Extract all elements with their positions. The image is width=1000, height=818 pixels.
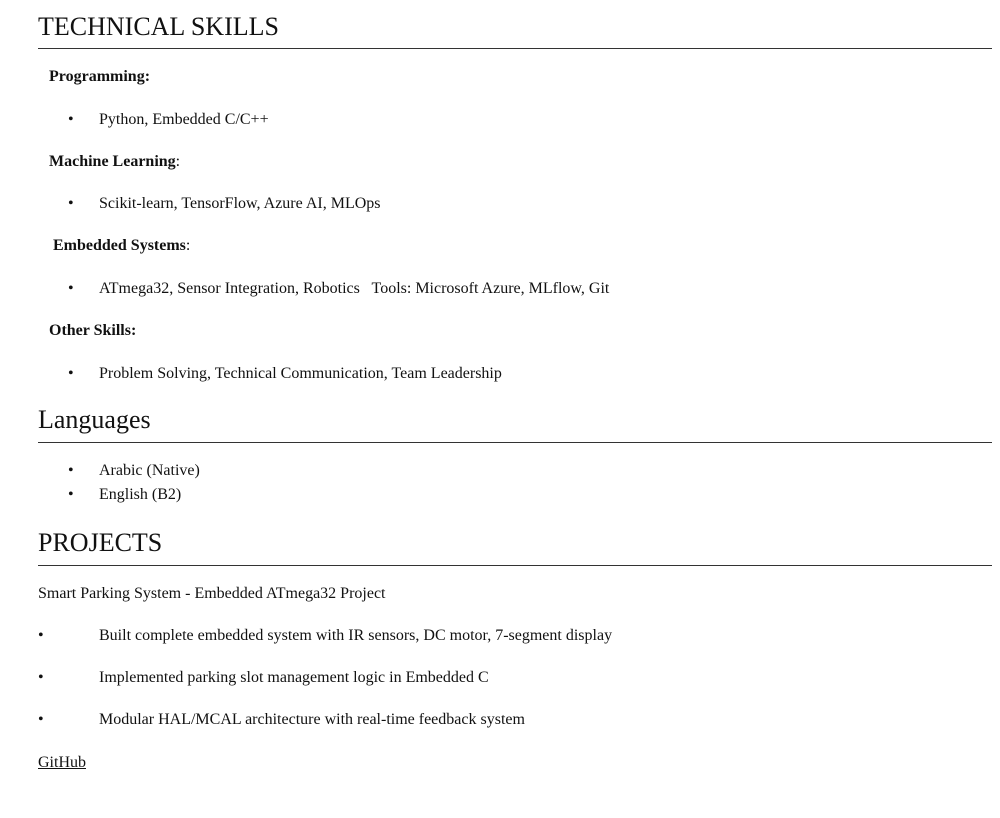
bullet-icon: • <box>68 365 74 382</box>
skill-group-programming-title: Programming: <box>49 68 151 85</box>
bullet-icon: • <box>68 111 74 128</box>
bullet-icon: • <box>68 280 74 297</box>
github-link[interactable]: GitHub <box>38 754 86 771</box>
project-point: Implemented parking slot management logic in Embedded C <box>99 669 489 686</box>
skill-group-ml-title: Machine Learning: <box>49 153 181 170</box>
bullet-icon: • <box>68 195 74 212</box>
language-item-arabic: Arabic (Native) <box>99 462 200 479</box>
bullet-icon: • <box>38 669 44 686</box>
skill-group-other-title: Other Skills: <box>49 322 137 339</box>
bullet-icon: • <box>68 462 74 479</box>
skill-item-ml: Scikit-learn, TensorFlow, Azure AI, MLOps <box>99 195 381 212</box>
skill-item-embedded: ATmega32, Sensor Integration, Robotics Tools: Microsoft Azure, MLflow, Git <box>99 280 610 297</box>
bullet-icon: • <box>68 486 74 503</box>
project-title: Smart Parking System - Embedded ATmega32 Project <box>38 585 386 602</box>
projects-heading: PROJECTS <box>38 528 163 557</box>
projects-divider <box>38 565 992 566</box>
project-point: Modular HAL/MCAL architecture with real-time feedback system <box>99 711 525 728</box>
language-item-english: English (B2) <box>99 486 182 503</box>
skill-item-other: Problem Solving, Technical Communication, Team Leadership <box>99 365 502 382</box>
skill-group-embedded-title: Embedded Systems: <box>53 237 191 254</box>
bullet-icon: • <box>38 711 44 728</box>
bullet-icon: • <box>38 627 44 644</box>
languages-heading: Languages <box>38 405 151 434</box>
project-point: Built complete embedded system with IR sensors, DC motor, 7-segment display <box>99 627 613 644</box>
skill-item-programming: Python, Embedded C/C++ <box>99 111 269 128</box>
technical-skills-heading: TECHNICAL SKILLS <box>38 12 279 41</box>
languages-divider <box>38 442 992 443</box>
technical-skills-divider <box>38 48 992 49</box>
